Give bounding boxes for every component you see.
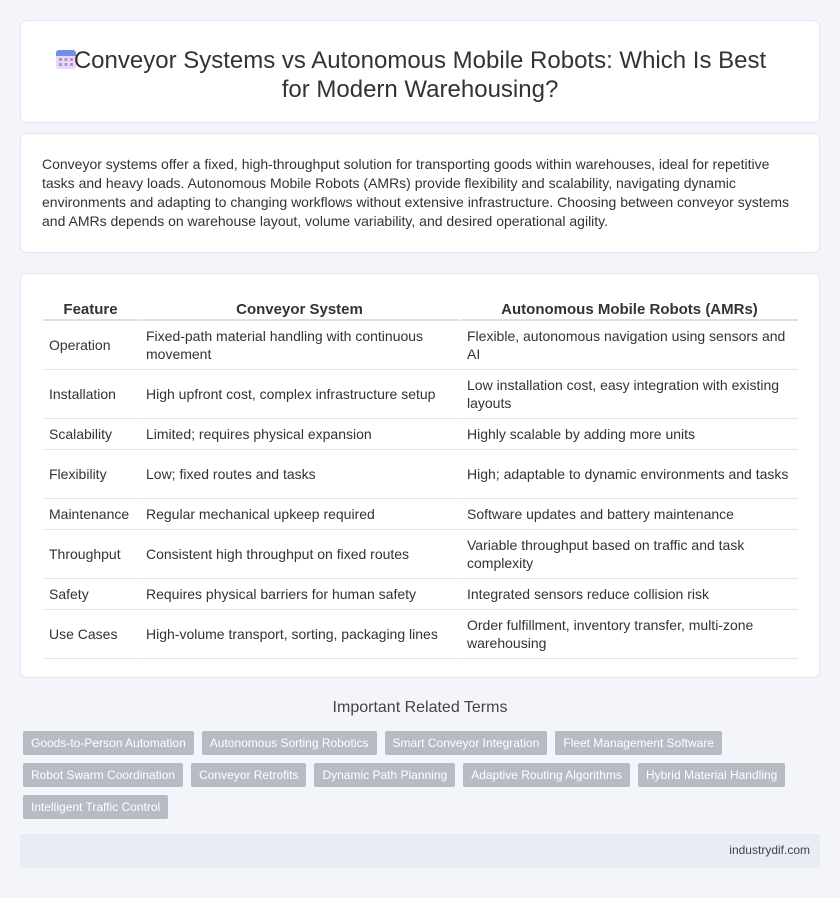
row-conveyor: Limited; requires physical expansion: [138, 419, 459, 450]
related-term-tag[interactable]: Autonomous Sorting Robotics: [202, 731, 377, 755]
row-amr: High; adaptable to dynamic environments and tasks: [459, 450, 798, 499]
page-title: Conveyor Systems vs Autonomous Mobile Robots: Which Is Best for Modern Warehousing?: [73, 47, 767, 103]
related-term-tag[interactable]: Robot Swarm Coordination: [23, 763, 183, 787]
related-term-tag[interactable]: Intelligent Traffic Control: [23, 795, 168, 819]
row-feature: Flexibility: [43, 450, 138, 499]
table-row: [43, 530, 798, 579]
row-amr: Flexible, autonomous navigation using sensors and AI: [459, 321, 798, 370]
comparison-table: [43, 293, 798, 659]
row-amr: Software updates and battery maintenance: [459, 499, 798, 530]
row-feature: Maintenance: [43, 499, 138, 530]
row-amr: Low installation cost, easy integration with existing layouts: [459, 370, 798, 419]
table-row: [43, 370, 798, 419]
header-feature: Feature: [43, 293, 138, 321]
comparison-card: [20, 273, 820, 678]
table-header-row: [43, 293, 798, 321]
related-term-tag[interactable]: Adaptive Routing Algorithms: [463, 763, 630, 787]
related-terms-list: [23, 731, 813, 819]
intro-card: [20, 133, 820, 253]
row-conveyor: Consistent high throughput on fixed routes: [138, 530, 459, 579]
row-feature: Scalability: [43, 419, 138, 450]
related-term-tag[interactable]: Dynamic Path Planning: [314, 763, 455, 787]
row-conveyor: Regular mechanical upkeep required: [138, 499, 459, 530]
row-feature: Operation: [43, 321, 138, 370]
table-row: [43, 450, 798, 499]
related-terms-heading: Important Related Terms: [332, 699, 508, 716]
footer: [20, 834, 820, 868]
row-conveyor: Fixed-path material handling with continuous movement: [138, 321, 459, 370]
row-feature: Throughput: [43, 530, 138, 579]
table-row: [43, 610, 798, 659]
table-row: [43, 579, 798, 610]
related-term-tag[interactable]: Goods-to-Person Automation: [23, 731, 194, 755]
row-amr: Variable throughput based on traffic and task complexity: [459, 530, 798, 579]
related-term-tag[interactable]: Smart Conveyor Integration: [385, 731, 548, 755]
header-conveyor: Conveyor System: [138, 293, 459, 321]
row-amr: Order fulfillment, inventory transfer, multi-zone warehousing: [459, 610, 798, 659]
row-feature: Safety: [43, 579, 138, 610]
footer-site-link[interactable]: industrydif.com: [729, 843, 810, 857]
related-term-tag[interactable]: Fleet Management Software: [555, 731, 722, 755]
row-feature: Installation: [43, 370, 138, 419]
row-conveyor: High-volume transport, sorting, packaging lines: [138, 610, 459, 659]
intro-paragraph: Conveyor systems offer a fixed, high-throughput solution for transporting goods within warehouses, ideal for repetitive tasks and heavy loads. Autonomous Mobile Robots (AMRs) provide flexibility and scalability, navigating dynamic environments and adapting to changing workflows without extensive infrastructure. Choosing between conveyor systems and AMRs depends on warehouse layout, volume variability, and desired operational agility.: [42, 156, 790, 229]
title-card: [20, 20, 820, 123]
table-row: [43, 499, 798, 530]
table-row: [43, 419, 798, 450]
header-amr: Autonomous Mobile Robots (AMRs): [459, 293, 798, 321]
row-amr: Highly scalable by adding more units: [459, 419, 798, 450]
row-conveyor: High upfront cost, complex infrastructure setup: [138, 370, 459, 419]
related-term-tag[interactable]: Hybrid Material Handling: [638, 763, 785, 787]
row-conveyor: Requires physical barriers for human safety: [138, 579, 459, 610]
table-row: [43, 321, 798, 370]
row-feature: Use Cases: [43, 610, 138, 659]
related-term-tag[interactable]: Conveyor Retrofits: [191, 763, 306, 787]
row-conveyor: Low; fixed routes and tasks: [138, 450, 459, 499]
row-amr: Integrated sensors reduce collision risk: [459, 579, 798, 610]
